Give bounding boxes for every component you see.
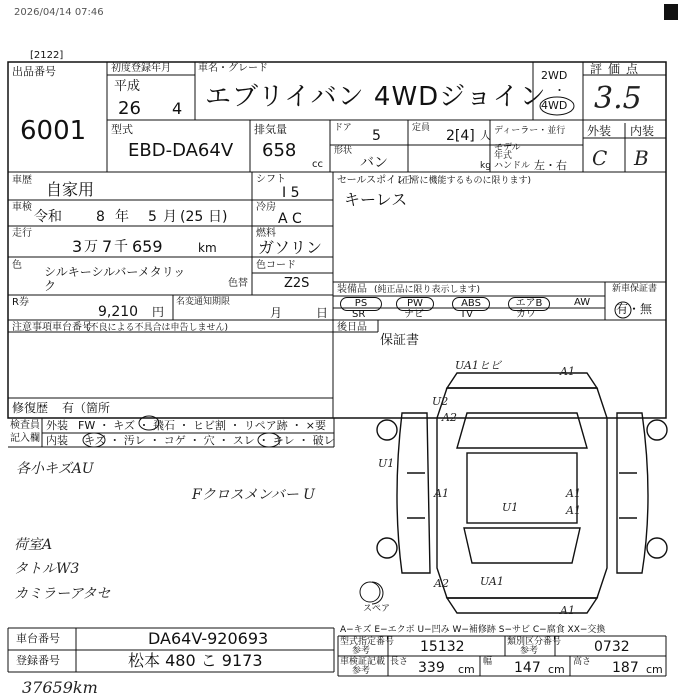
deadline-label: 名変通知期限 bbox=[176, 297, 231, 307]
chassis-value: DA64V-920693 bbox=[148, 629, 269, 648]
model-year-label-1: モデル bbox=[494, 143, 521, 153]
later-value: 保証書 bbox=[380, 333, 420, 348]
inspection-year-unit: 年 bbox=[115, 209, 129, 225]
drive-2wd: 2WD bbox=[541, 69, 568, 82]
ext-grade-label: 外装 bbox=[587, 124, 612, 138]
hand-note-3: 荷室A bbox=[14, 537, 53, 553]
int-grade-value: B bbox=[634, 146, 649, 170]
fuel-label: 燃料 bbox=[256, 228, 276, 239]
cat-no-label: 類別区分番号 bbox=[507, 637, 562, 647]
score-label: 評価点 bbox=[590, 62, 645, 76]
mileage-label: 走行 bbox=[12, 228, 32, 239]
first-reg-year: 26 bbox=[118, 98, 141, 119]
inspector-label-1: 検査員 bbox=[10, 420, 40, 431]
equipment-label: 装備品 bbox=[337, 284, 367, 295]
height-label: 高さ bbox=[573, 657, 592, 667]
color-code: Z2S bbox=[284, 276, 310, 291]
lot-label: 出品番号 bbox=[12, 65, 56, 78]
cat-no-value: 0732 bbox=[594, 639, 630, 655]
spare-label: スペア bbox=[363, 604, 391, 614]
model-year-label-2: 年式 bbox=[494, 151, 513, 161]
doors-label: ドア bbox=[334, 123, 352, 133]
aircon-value: A C bbox=[278, 211, 302, 227]
shift-value: I 5 bbox=[282, 185, 300, 201]
chassis-label: 車台番号 bbox=[16, 632, 60, 645]
displacement-label: 排気量 bbox=[254, 123, 287, 136]
inspector-ext-items: FW ・ キズ ・ 飛石 ・ ヒビ割 ・ リペア跡 ・ ×要 bbox=[78, 419, 326, 432]
recycle-label: R券 bbox=[12, 297, 29, 308]
mileage-10k: 3 bbox=[72, 237, 83, 256]
hand-note-4: タトルW3 bbox=[14, 561, 80, 577]
aircon-label: 冷房 bbox=[256, 202, 276, 213]
inspector-int-label: 内装 bbox=[46, 434, 68, 447]
height-unit: cm bbox=[646, 663, 663, 676]
shape-label: 形状 bbox=[334, 146, 353, 156]
inspection-month: 5 bbox=[148, 209, 157, 225]
damage-legend: A−キズ E−エクボ U−凹み W−補修跡 S−サビ C−腐食 XX−交換 bbox=[340, 625, 606, 635]
warranty-label: 新車保証書 bbox=[612, 284, 658, 294]
mark-front-right: A1 bbox=[560, 365, 575, 378]
mark-left-front-2: A2 bbox=[442, 411, 457, 424]
capacity-label: 定員 bbox=[412, 123, 431, 133]
deadline-month: 月 bbox=[270, 306, 283, 320]
recycle-value: 9,210 bbox=[98, 304, 139, 320]
equip-airbag: エアB bbox=[508, 297, 550, 311]
print-timestamp: 2026/04/14 07:46 bbox=[14, 7, 104, 18]
dims-ref: 参考 bbox=[352, 666, 371, 676]
inspection-year: 8 bbox=[96, 209, 105, 225]
int-grade-label: 内装 bbox=[630, 124, 655, 138]
cat-no-ref: 参考 bbox=[520, 646, 539, 656]
equip-ps: PS bbox=[340, 297, 382, 311]
handle-label: ハンドル bbox=[494, 161, 531, 171]
type-no-label: 型式指定番号 bbox=[340, 637, 395, 647]
drive-sep: ・ bbox=[554, 84, 565, 97]
notes-note: (不良による不具合は申告しません) bbox=[86, 323, 229, 333]
length-unit: cm bbox=[458, 663, 475, 676]
width-label: 幅 bbox=[483, 657, 493, 667]
equipment-note: (純正品に限り表示します) bbox=[374, 285, 481, 295]
car-name: エブリイバン 4WDジョイン bbox=[205, 82, 547, 112]
length-value: 339 bbox=[418, 660, 445, 676]
hand-note-5: カミラーアタセ bbox=[14, 586, 111, 602]
history-label: 車歴 bbox=[12, 175, 32, 186]
repair-value: 有（箇所 bbox=[62, 401, 111, 415]
car-name-label: 車名・グレード bbox=[198, 63, 268, 74]
first-reg-label: 初度登録年月 bbox=[111, 63, 171, 74]
type-no-ref: 参考 bbox=[352, 646, 371, 656]
length-label: 長さ bbox=[390, 657, 409, 667]
inspector-label-2: 記入欄 bbox=[10, 433, 40, 444]
later-label: 後日品 bbox=[337, 322, 367, 333]
lot-number: 6001 bbox=[20, 116, 87, 146]
dims-label: 車検証記載 bbox=[340, 657, 386, 667]
equip-pw: PW bbox=[396, 297, 434, 311]
inspection-era: 令和 bbox=[34, 209, 62, 225]
color-value-2: ク bbox=[44, 279, 57, 293]
model-label: 型式 bbox=[111, 123, 133, 136]
inspection-label: 車検 bbox=[12, 202, 32, 213]
type-no-value: 15132 bbox=[420, 639, 465, 655]
ext-grade-value: C bbox=[592, 146, 608, 170]
equip-tv: TV bbox=[460, 309, 473, 320]
weight-unit: kg bbox=[480, 161, 491, 171]
deadline-day: 日 bbox=[316, 306, 329, 320]
selling-points-value: キーレス bbox=[344, 190, 408, 209]
inspector-ext-label: 外装 bbox=[46, 419, 68, 432]
capacity-value: 2[4] bbox=[446, 128, 475, 144]
mark-rear: UA1 bbox=[480, 575, 504, 588]
first-reg-era: 平成 bbox=[114, 79, 141, 94]
model-value: EBD-DA64V bbox=[128, 140, 234, 161]
color-change-label: 色替 bbox=[228, 278, 248, 289]
warranty-value: 有・無 bbox=[616, 302, 653, 316]
mark-front: UA1ヒビ bbox=[455, 359, 501, 372]
mileage-10k-unit: 万 bbox=[84, 239, 98, 255]
mark-left-front: U2 bbox=[432, 395, 449, 408]
equip-sr: SR bbox=[352, 309, 366, 320]
handle-value: 左・右 bbox=[534, 159, 567, 172]
width-value: 147 bbox=[514, 660, 541, 676]
fuel-value: ガソリン bbox=[258, 238, 323, 257]
repair-label: 修復歴 bbox=[12, 401, 49, 415]
width-unit: cm bbox=[548, 663, 565, 676]
recycle-unit: 円 bbox=[152, 305, 165, 319]
displacement-unit: cc bbox=[312, 159, 323, 170]
equip-navi: ナビ bbox=[404, 309, 424, 320]
hand-note-2: Fクロスメンバー U bbox=[192, 487, 315, 503]
mark-right-door: A1 bbox=[566, 487, 581, 500]
dealer-label: ディーラー・並行 bbox=[494, 126, 566, 136]
mark-rear-right: A1 bbox=[560, 604, 575, 617]
selling-points-note: (正常に機能するものに限ります) bbox=[398, 176, 532, 186]
equip-leather: カワ bbox=[516, 309, 536, 320]
mark-left-door: A1 bbox=[434, 487, 449, 500]
shape-value: バン bbox=[360, 155, 388, 171]
mileage-1k: 7 bbox=[102, 237, 113, 256]
mark-left-side: U1 bbox=[378, 457, 395, 470]
color-label: 色 bbox=[12, 260, 22, 271]
mark-roof: U1 bbox=[502, 501, 519, 514]
inspection-month-unit: 月 bbox=[163, 209, 177, 225]
height-value: 187 bbox=[612, 660, 639, 676]
color-value-1: シルキーシルバーメタリッ bbox=[44, 265, 186, 279]
mark-right-door-2: A1 bbox=[566, 504, 581, 517]
color-code-label: 色コード bbox=[256, 260, 296, 271]
history-value: 自家用 bbox=[46, 180, 95, 199]
mileage-1k-unit: 千 bbox=[114, 239, 128, 255]
mileage-unit: km bbox=[198, 241, 217, 255]
inspection-day: (25 bbox=[180, 209, 204, 225]
inspector-int-items: キズ ・ 汚レ ・ コゲ ・ 穴 ・ スレ ・ キレ ・ 破レ bbox=[84, 434, 335, 447]
drive-4wd: 4WD bbox=[541, 99, 568, 112]
lot-code: [2122] bbox=[30, 50, 64, 61]
capacity-unit: 人 bbox=[480, 129, 491, 142]
equip-aw: AW bbox=[574, 297, 591, 308]
car-damage-diagram bbox=[372, 358, 672, 623]
hand-note-1: 各小キズAU bbox=[16, 461, 94, 477]
registration-value: 松本 480 こ 9173 bbox=[128, 651, 263, 670]
hand-mileage: 37659km bbox=[22, 678, 98, 697]
shift-label: シフト bbox=[256, 174, 286, 185]
registration-label: 登録番号 bbox=[16, 654, 60, 667]
selling-points-label: セールスポイント bbox=[337, 175, 417, 186]
inspection-day-unit: 日) bbox=[208, 209, 228, 225]
spare-icon bbox=[358, 580, 382, 604]
mark-left-rear: A2 bbox=[434, 577, 449, 590]
equip-abs: ABS bbox=[452, 297, 490, 311]
first-reg-month: 4 bbox=[172, 99, 183, 118]
displacement-value: 658 bbox=[262, 140, 297, 161]
score-value: 3.5 bbox=[594, 81, 642, 116]
mileage-rest: 659 bbox=[132, 237, 163, 256]
notes-label: 注意事項車台番号 bbox=[12, 322, 92, 333]
doors-value: 5 bbox=[372, 128, 381, 144]
